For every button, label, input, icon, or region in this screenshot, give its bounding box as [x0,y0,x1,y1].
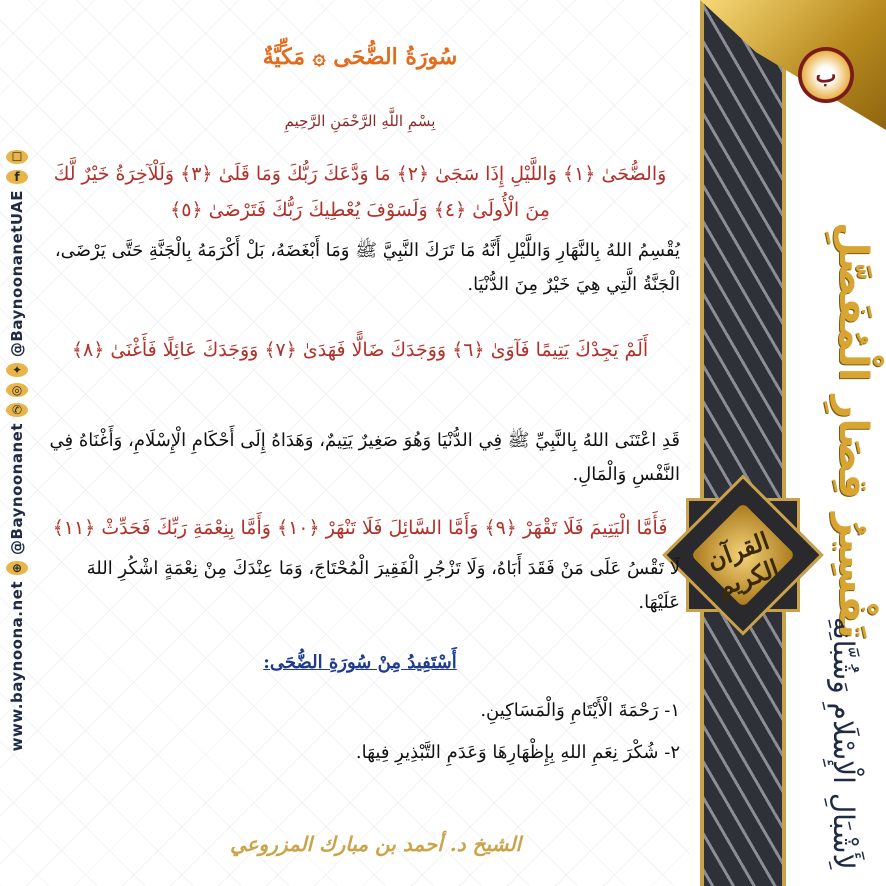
whatsapp-icon[interactable]: ✆ [6,403,28,417]
instagram-icon[interactable]: ◎ [6,383,28,397]
author-signature: الشيخ د. أحمد بن مبارك المزروعي [230,832,522,856]
decorative-pattern-band [700,0,786,886]
tafsir-block-3: لَا تَقْسُ عَلَى مَنْ فَقَدَ أَبَاهُ، وَلَا تَزْجُرِ الْفَقِيرَ الْمُحْتَاجَ، وَمَا عِنْدَكَ مِنْ نِعْمَةٍ اشْكُرِ اللهَ عَلَيْهَا. [86,558,680,613]
badge-text: القرآن الكريم [703,525,783,603]
verse-block-2: أَلَمْ يَجِدْكَ يَتِيمًا فَآوَىٰ ﴿٦﴾ وَوَجَدَكَ ضَالًّا فَهَدَىٰ ﴿٧﴾ وَوَجَدَكَ عَائِلًا فَأَغْنَىٰ ﴿٨﴾ [71,339,649,361]
quran-star-badge [668,480,818,630]
social-strip [0,150,34,752]
facebook-icon[interactable]: f [6,170,28,184]
instagram-handle[interactable]: @Baynoonanet [8,423,26,556]
main-content [40,40,680,860]
lesson-item-2: ٢- شُكْرَ نِعَمِ اللهِ بِإِظْهَارِهَا وَعَدَمِ التَّبْذِيرِ فِيهَا. [355,742,680,763]
twitter-icon[interactable]: ✦ [6,363,28,377]
verse-block-3: فَأَمَّا الْيَتِيمَ فَلَا تَقْهَرْ ﴿٩﴾ وَأَمَّا السَّائِلَ فَلَا تَنْهَرْ ﴿١٠﴾ وَأَمَّا بِنِعْمَةِ رَبِّكَ فَحَدِّثْ ﴿١١﴾ [52,517,668,539]
verse-block-1: وَالضُّحَىٰ ﴿١﴾ وَاللَّيْلِ إِذَا سَجَىٰ ﴿٢﴾ مَا وَدَّعَكَ رَبُّكَ وَمَا قَلَىٰ ﴿٣﴾ وَلَلْآخِرَةُ خَيْرٌ لَّكَ مِنَ الْأُولَىٰ ﴿٤﴾ وَلَسَوْفَ يُعْطِيكَ رَبُّكَ فَتَرْضَىٰ ﴿٥﴾ [53,163,667,221]
baynoona-logo [790,20,862,130]
website-link[interactable]: www.baynoona.net [8,581,26,752]
web-icon[interactable]: ⊕ [6,561,28,575]
logo-emblem-icon: ب [798,47,854,103]
series-subtitle: لِأَشْبَالِ الْإِسْلَامِ وَشُبَّانِهِ [827,616,860,870]
basmala: بِسْمِ اللَّهِ الرَّحْمَنِ الرَّحِيمِ [284,112,436,130]
series-title: تَفْسِيرُ قِصَارِ الْمُفَصَّلِ [830,221,876,639]
snapchat-icon[interactable]: ☐ [6,150,28,164]
lesson-item-1: ١- رَحْمَةَ الْأَيْتَامِ وَالْمَسَاكِينِ. [480,700,680,721]
lessons-heading: أَسْتَفِيدُ مِنْ سُورَةِ الضُّحَى: [263,652,457,673]
surah-title: سُورَةُ الضُّحَى ۞ مَكِّيَّةٌ [262,44,458,70]
tafsir-block-1: يُقْسِمُ اللهُ بِالنَّهَارِ وَاللَّيْلِ أَنَّهُ مَا تَرَكَ النَّبِيَّ ﷺ وَمَا أَبْغَضَهُ، بَلْ أَكْرَمَهُ بِالْجَنَّةِ حَتَّى يَرْضَى، الْجَنَّةُ الَّتِي هِيَ خَيْرٌ مِنَ الدُّنْيَا. [54,240,680,295]
facebook-handle[interactable]: @BaynoonanetUAE [8,190,26,358]
tafsir-block-2: قَدِ اعْتَنَى اللهُ بِالنَّبِيِّ ﷺ فِي الدُّنْيَا وَهُوَ صَغِيرٌ يَتِيمٌ، وَهَدَاهُ إِلَى أَحْكَامِ الْإِسْلَامِ، وَأَغْنَاهُ فِي النَّفْسِ وَالْمَالِ. [49,430,680,485]
